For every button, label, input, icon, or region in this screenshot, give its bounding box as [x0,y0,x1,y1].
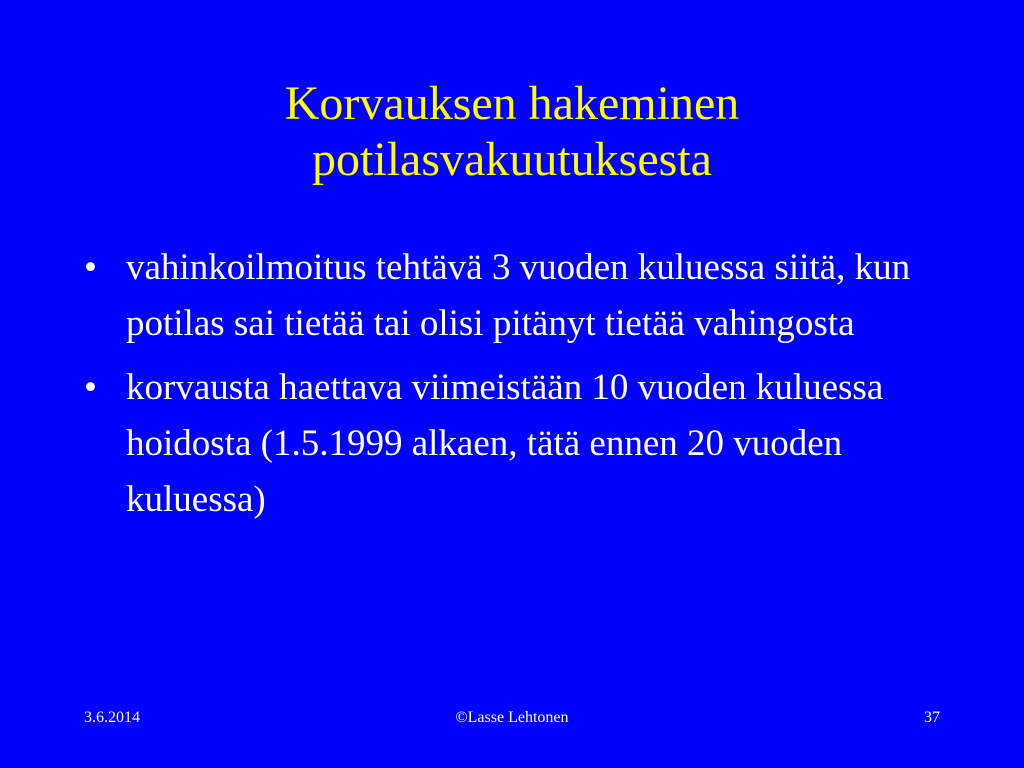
footer-page-number: 37 [924,709,940,726]
footer-author: ©Lasse Lehtonen [455,709,569,726]
bullet-item [84,240,944,352]
slide-title-line-2: potilasvakuutuksesta [312,133,712,186]
bullet-marker-icon: • [84,247,97,288]
bullet-marker-icon: • [84,367,97,408]
bullet-item [84,360,944,528]
slide-title [0,76,1024,188]
footer-date: 3.6.2014 [84,709,140,726]
bullet-text: korvausta haettava viimeistään 10 vuoden kuluessa hoidosta (1.5.1999 alkaen, tätä ennen 20 vuoden kuluessa) [126,367,884,520]
bullet-text: vahinkoilmoitus tehtävä 3 vuoden kuluessa siitä, kun potilas sai tietää tai olisi pitänyt tietää vahingosta [126,247,911,344]
bullet-list [84,240,944,536]
slide-title-line-1: Korvauksen hakeminen [284,77,740,130]
